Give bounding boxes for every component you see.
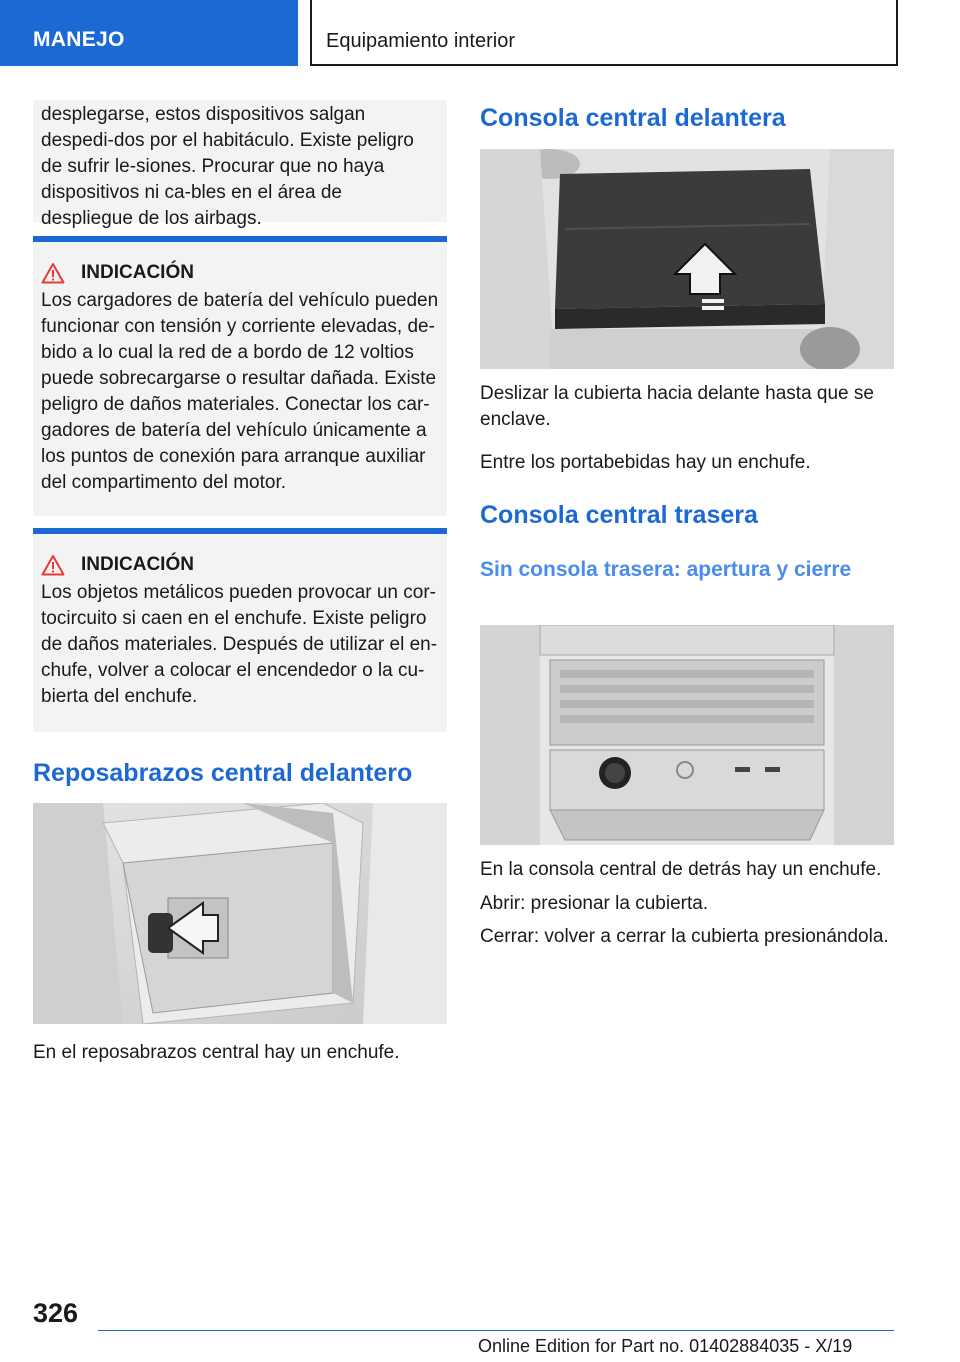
rear-console-photo <box>480 625 894 845</box>
section-tab <box>0 0 298 66</box>
page-number: 326 <box>33 1298 79 1328</box>
intro-box <box>33 100 447 229</box>
section-title: MANEJO <box>33 28 125 51</box>
rear-console-heading: Consola central trasera <box>480 501 758 529</box>
armrest-photo <box>33 803 447 1024</box>
front-console-text-1: Deslizar la cubierta hacia delante hasta que se enclave. <box>480 383 874 430</box>
note2-box <box>33 534 447 732</box>
note1-box <box>33 242 447 516</box>
front-console-photo <box>480 149 894 369</box>
note1-title: INDICACIÓN <box>81 262 194 283</box>
footer-rule <box>98 1330 894 1331</box>
armrest-heading: Reposabrazos central delantero <box>33 759 413 787</box>
armrest-caption: En el reposabrazos central hay un enchufe. <box>33 1042 400 1063</box>
rear-console-text-2: Abrir: presionar la cubierta. <box>480 893 709 914</box>
rear-console-text-3: Cerrar: volver a cerrar la cubierta presionándola. <box>480 926 889 947</box>
chapter-tab <box>310 0 898 66</box>
rear-console-subheading: Sin consola trasera: apertura y cierre <box>480 558 852 581</box>
front-console-text-2: Entre los portabebidas hay un enchufe. <box>480 452 811 473</box>
note2-text: Los objetos metálicos pueden provocar un cor-tocircuito si caen en el enchufe. Existe peligro de daños materiales. Después de utilizar el en-chufe, volver a colocar el encendedor o la cu-bierta del enchufe. <box>41 582 438 707</box>
warning-icon <box>41 554 65 576</box>
rear-console-text-1: En la consola central de detrás hay un enchufe. <box>480 859 882 880</box>
chapter-title: Equipamiento interior <box>326 30 515 52</box>
note2-title: INDICACIÓN <box>81 554 194 575</box>
intro-text: desplegarse, estos dispositivos salgan despedi-dos por el habitáculo. Existe peligro de sufrir le-siones. Procurar que no haya dispositivos ni ca-bles en el área de despliegue de los airbags. <box>41 104 414 229</box>
note1-text: Los cargadores de batería del vehículo pueden funcionar con tensión y corriente elevadas, de-bido a lo cual la red de a bordo de 12 voltios puede sobrecargarse o resultar dañada. Existe peligro de daños materiales. Conectar los car-gadores de batería del vehículo únicamente a los puntos de conexión para arranque auxiliar del compartimento del motor. <box>41 290 439 493</box>
warning-icon <box>41 262 65 284</box>
front-console-heading: Consola central delantera <box>480 104 786 132</box>
footer-edition: Online Edition for Part no. 01402884035 - X/19 <box>478 1336 853 1356</box>
